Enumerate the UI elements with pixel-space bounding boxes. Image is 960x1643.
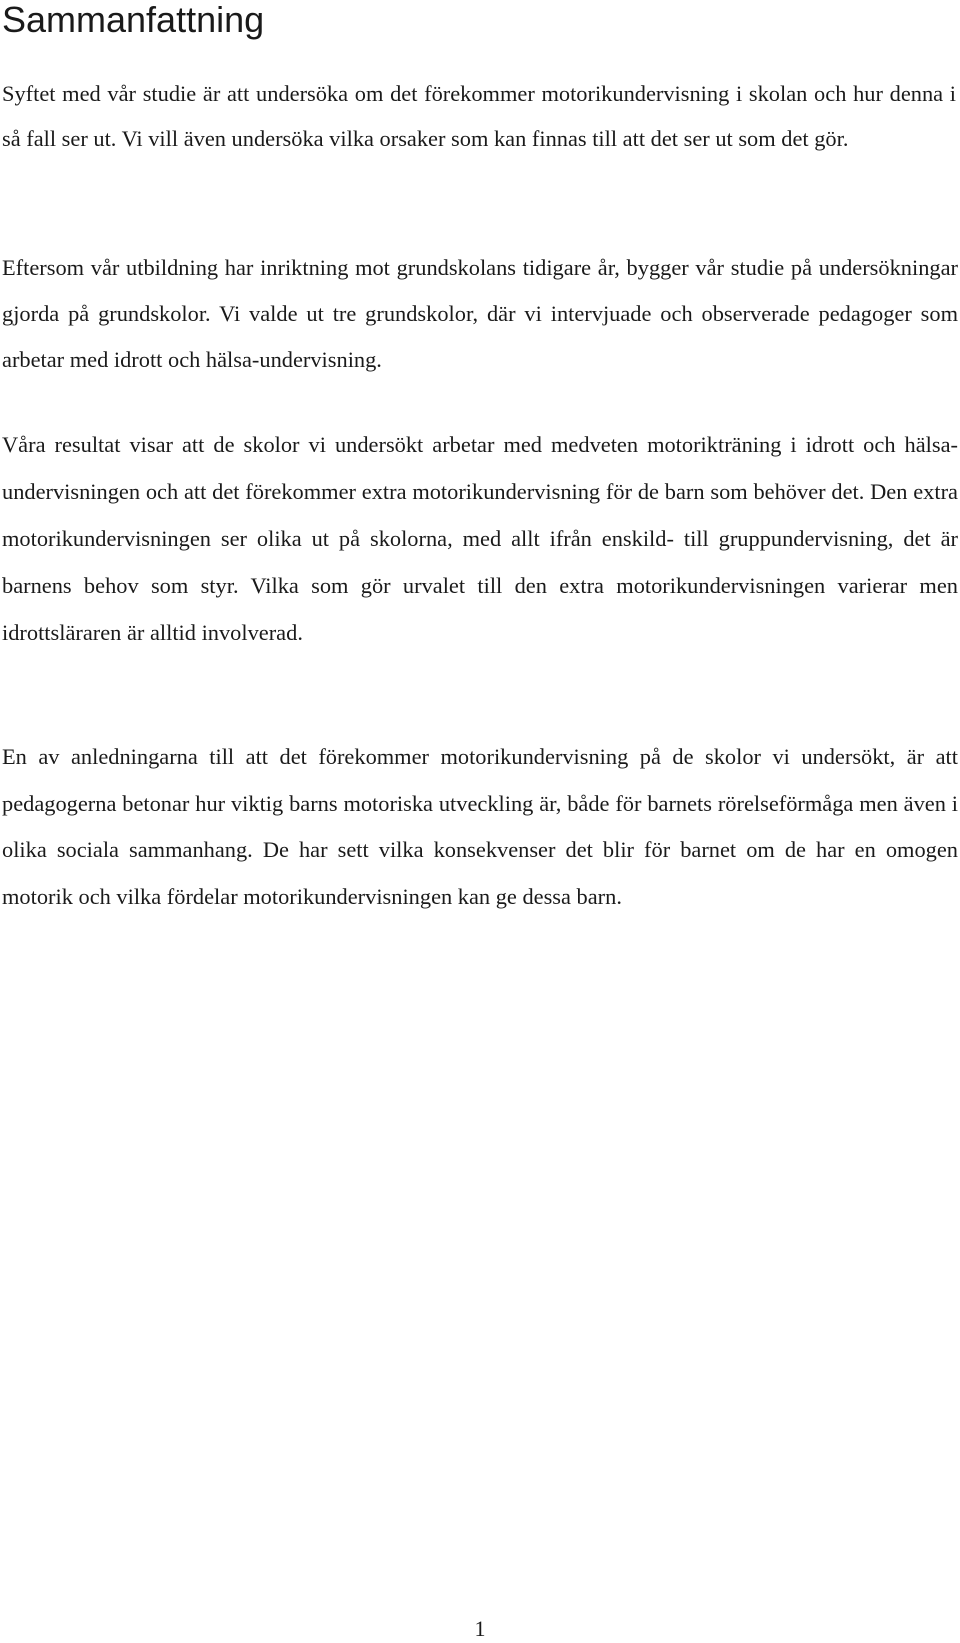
- page-number: 1: [474, 1616, 486, 1641]
- paragraph-results: Våra resultat visar att de skolor vi undersökt arbetar med medveten motorikträning i idrott och hälsa-undervisningen och att det förekommer extra motorikundervisning för de barn som behöver det. Den extra motorikundervisningen ser olika ut på skolorna, med allt ifrån enskild- till gruppundervisning, det är barnens behov som styr. Vilka som gör urvalet till den extra motorikundervisningen varierar men idrottsläraren är alltid involverad.: [2, 432, 958, 645]
- page-title: Sammanfattning: [2, 0, 265, 40]
- paragraph-conclusion: En av anledningarna till att det förekommer motorikundervisning på de skolor vi undersökt, är att pedagogerna betonar hur viktig barns motoriska utveckling är, både för barnets rörelseförmåga men även i olika sociala sammanhang. De har sett vilka konsekvenser det blir för barnet om de har en omogen motorik och vilka fördelar motorikundervisningen kan ge dessa barn.: [2, 744, 958, 909]
- paragraph-purpose: Syftet med vår studie är att undersöka om det förekommer motorikundervisning i skolan och hur denna i så fall ser ut. Vi vill även undersöka vilka orsaker som kan finnas till att det ser ut som det gör.: [2, 81, 956, 151]
- paragraph-method: Eftersom vår utbildning har inriktning mot grundskolans tidigare år, bygger vår studie på undersökningar gjorda på grundskolor. Vi valde ut tre grundskolor, där vi intervjuade och observerade pedagoger som arbetar med idrott och hälsa-undervisning.: [2, 255, 958, 372]
